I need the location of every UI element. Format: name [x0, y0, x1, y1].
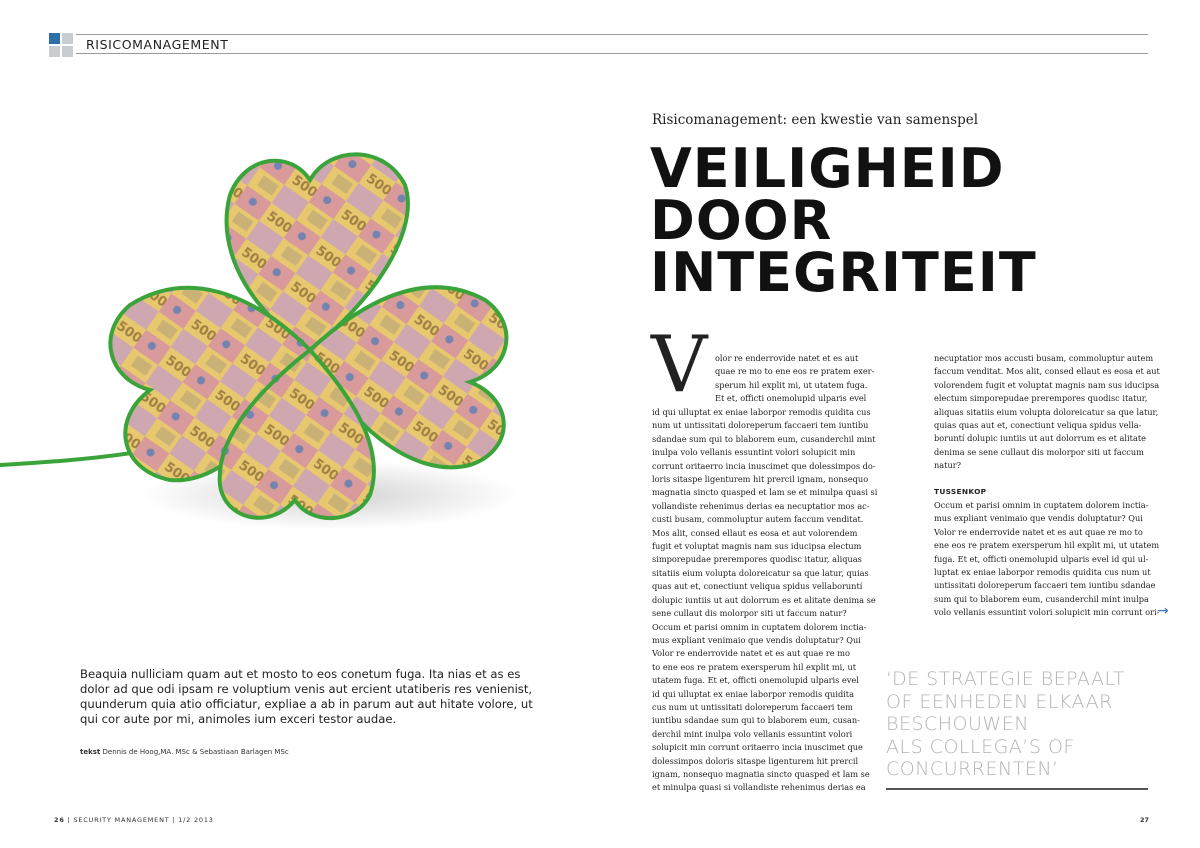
article-title: [650, 137, 1037, 304]
author-credit: [80, 748, 289, 756]
body-line: inulpa volo vellanis essuntint volori solupicit min: [652, 447, 856, 458]
body-line: simporepudae prerempores quodisc itatur, aliquas: [652, 554, 862, 565]
body-line: id qui ulluptat ex eniae laborpor remodis quidita cus: [652, 407, 871, 417]
body-column-1: [652, 406, 878, 795]
body-line: sperum hil explit mi, ut utatem fuga.: [715, 379, 868, 390]
body-line: sum qui to blaborem eum, cusanderchil mint inulpa: [934, 593, 1149, 604]
drop-cap: V: [651, 320, 708, 410]
body-line: id qui ulluptat ex eniae laborpor remodis quidita: [652, 688, 854, 699]
body-line: loris sitaspe ligenturem hit prercil ignam, nonsequo: [652, 474, 869, 485]
body-line: faccum venditat. Mos alit, consed ellaut es eosa et aut: [934, 366, 1160, 377]
body-line: boruntí dolupic iuntiis ut aut dolorrum es et alitate: [934, 433, 1146, 444]
body-column-2-continued: [934, 499, 1160, 620]
title-line: DOOR: [650, 189, 833, 252]
header-rule-bottom: [76, 53, 1148, 54]
body-line: ignam, nonsequo magnatia sincto quasped et lam se: [652, 768, 870, 779]
image-caption: Beaquia nulliciam quam aut et mosto to eos conetum fuga. Ita nias et as es dolor ad que odi ipsam re voluptium venis aut ercient utatiberis res venienist, quunderum quia atio officiatur, expliae a ab in parum aut aut hitate volore, ut qui cor aute por mi, animoles ium exceri testor audae.: [80, 667, 533, 726]
title-line: INTEGRITEIT: [650, 241, 1037, 304]
pull-quote-line: CONCURRENTEN’: [886, 758, 1059, 780]
body-line: num ut untissitati doloreperum faccaeri tem iuntibu: [652, 420, 869, 431]
body-line: sdandae sum qui to blaborem eum, cusanderchil mint: [652, 433, 876, 444]
body-column-1-intro: [715, 352, 875, 406]
pull-quote-line: OF EENHEDEN ELKAAR: [886, 690, 1113, 713]
body-line: fuga. Et et, officti onemolupid ulparis evel id qui ul-: [934, 553, 1149, 564]
arrow-right-icon: →: [1157, 603, 1169, 619]
body-line: quas aut et, conectiunt veliqua spidus vellaboruntí: [652, 581, 863, 592]
pull-quote-line: ALS COLLEGA’S OF: [886, 735, 1075, 758]
article-kicker: Risicomanagement: een kwestie van samenspel: [652, 112, 979, 128]
body-line: cus num ut untissitati doloreperum faccaeri tem: [652, 701, 853, 712]
body-line: dolupic iuntiis ut aut dolorrum es et alitate denima se: [652, 594, 876, 605]
header-rule-top: [76, 34, 1148, 35]
body-line: et minulpa quasi si vollandiste rehenimus derias ea: [652, 782, 866, 793]
body-line: utatem fuga. Et et, officti onemolupid ulparis evel: [652, 675, 859, 686]
body-line: Occum et parisi omnim in cuptatem dolorem inctia-: [934, 500, 1149, 510]
title-line: VEILIGHEID: [650, 137, 1005, 200]
body-line: Mos alit, consed ellaut es eosa et aut volorendem: [652, 527, 858, 538]
body-line: corrunt oritaerro incia inuscimet que dolessimpos do-: [652, 460, 876, 471]
body-line: untissitati doloreperum faccaeri tem iuntibu sdandae: [934, 580, 1156, 591]
body-line: aliquas sitatiis eium volupta doloreicatur sa que latur,: [934, 406, 1159, 417]
body-line: luptat ex eniae laborpor remodis quidita cus num ut: [934, 567, 1151, 578]
pull-quote-line: BESCHOUWEN: [886, 713, 1029, 735]
section-title: RISICOMANAGEMENT: [86, 37, 229, 52]
page-number-right: 27: [1140, 816, 1150, 824]
body-line: Occum et parisi omnim in cuptatem dolorem inctia-: [652, 621, 867, 632]
body-line: custi busam, commoluptur autem faccum venditat.: [652, 514, 864, 525]
pull-quote-line: ‘DE STRATEGIE BEPAALT: [886, 668, 1126, 690]
body-line: volo vellanis essuntint volori solupicit min corrunt ori-: [934, 607, 1160, 618]
body-line: derchil mint inulpa volo vellanis essuntint volori: [652, 728, 853, 739]
body-line: quae re mo to ene eos re pratem exer-: [715, 366, 875, 377]
body-line: volorendem fugit et voluptat magnis nam sus iducipsa: [934, 379, 1160, 390]
body-line: denima se sene cullaut dis molorpor siti ut faccum: [934, 446, 1144, 457]
body-line: natur?: [934, 460, 962, 471]
body-line: olor re enderrovide natet et es aut: [715, 353, 859, 363]
credit-authors: Dennis de Hoog,MA. MSc & Sebastiaan Barlagen MSc: [102, 748, 289, 756]
body-line: mus expliant venimaio que vendis doluptatur? Qui: [934, 513, 1143, 524]
body-line: dolessimpos doloris sitaspe ligenturem hit prercil: [652, 755, 859, 766]
subheading: TUSSENKOP: [934, 487, 987, 496]
body-line: Et et, officti onemolupid ulparis evel: [715, 393, 867, 404]
page-number-left: 26: [54, 816, 65, 824]
body-line: sitatiis eium volupta doloreicatur sa que latur, quias: [652, 567, 869, 578]
body-line: quias quas aut et, conectiunt veliqua spidus vella-: [934, 420, 1142, 431]
body-line: Volor re enderrovide natet et es aut quae re mo: [652, 648, 850, 659]
body-line: mus expliant venimaio que vendis doluptatur? Qui: [652, 634, 861, 645]
pull-quote: [886, 668, 1156, 781]
body-line: ene eos re pratem exersperum hil explit mi, ut utatem: [934, 540, 1160, 551]
body-column-2: [934, 352, 1160, 473]
body-line: electum simporepudae prerempores quodisc itatur,: [934, 393, 1148, 404]
body-line: solupicit min corrunt oritaerro incia inuscimet que: [652, 742, 863, 753]
body-line: iuntibu sdandae sum qui to blaborem eum, cusan-: [652, 715, 860, 726]
footer-publication: | SECURITY MANAGEMENT | 1/2 2013: [67, 816, 214, 824]
section-logo-icon: [49, 33, 73, 57]
body-line: necuptatior mos accusti busam, commoluptur autem: [934, 353, 1154, 363]
body-line: to ene eos re pratem exersperum hil explit mi, ut: [652, 661, 857, 672]
four-leaf-clover-banknotes-icon: [0, 120, 560, 540]
body-line: magnatia sincto quasped et lam se et minulpa quasi si: [652, 487, 878, 498]
body-line: vollandiste rehenimus derias ea necuptatior mos ac-: [652, 500, 870, 511]
pull-quote-rule: [886, 788, 1148, 790]
body-line: sene cullaut dis molorpor siti ut faccum natur?: [652, 608, 847, 619]
body-line: Volor re enderrovide natet et es aut quae re mo to: [934, 526, 1143, 537]
body-line: fugit et voluptat magnis nam sus iducipsa electum: [652, 541, 862, 552]
footer-left: [54, 816, 214, 824]
credit-label: tekst: [80, 748, 101, 756]
